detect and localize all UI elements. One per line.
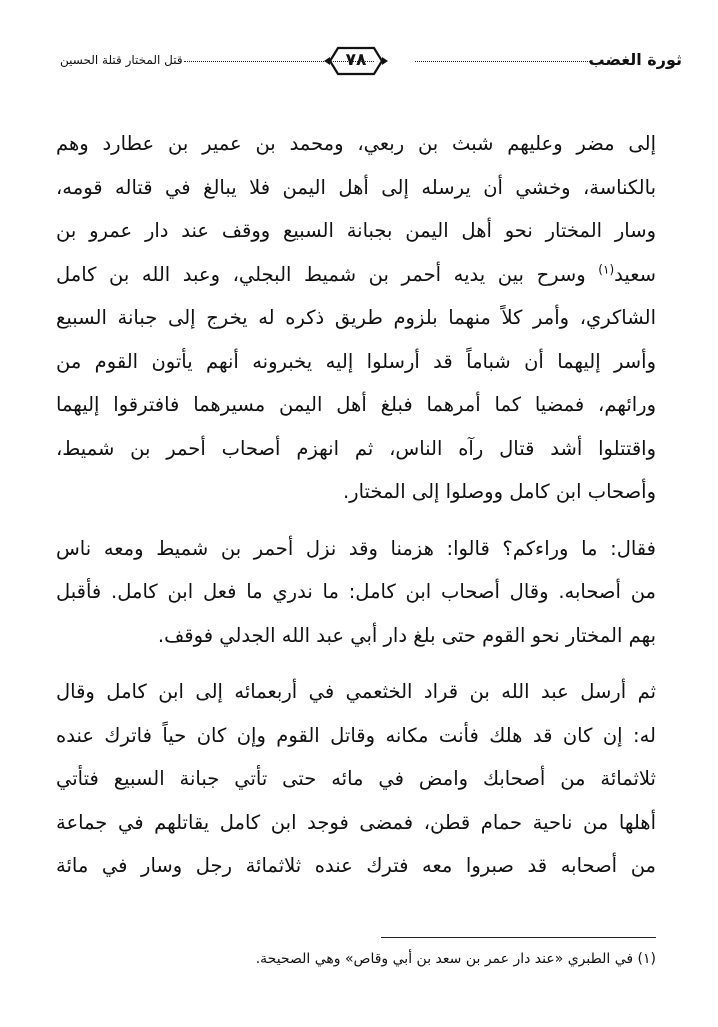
text-line: ثم أرسل عبد الله بن قراد الخثعمي في أربعمائه إلى ابن كامل وقال	[56, 680, 656, 703]
book-title: ثورة الغضب	[588, 50, 682, 69]
text-line: له: إن كان قد هلك فأنت مكانه وقاتل القوم وإن كان حياً فاترك عنده	[56, 723, 656, 747]
chapter-title: قتل المختار قتلة الحسين	[60, 53, 183, 67]
header-dotted-leader	[415, 61, 590, 62]
footnote-marker: (١)	[598, 262, 615, 276]
text-line: الشاكري، وأمر كلاً منهما بلزوم طريق ذكره له يخرج إلى جبانة السبيع	[56, 306, 656, 329]
body-text	[56, 122, 656, 901]
paragraph	[56, 122, 656, 514]
running-header	[60, 44, 682, 80]
text-line	[56, 253, 656, 297]
paragraph	[56, 670, 656, 888]
text-line: وأصحاب ابن كامل ووصلوا إلى المختار.	[342, 480, 656, 503]
text-line: وسار المختار نحو أهل اليمن بجبانة السبيع ووقف عند دار عمرو بن	[56, 219, 656, 242]
header-dotted-leader	[184, 61, 374, 62]
footnote-separator	[381, 937, 656, 938]
text-line: بهم المختار نحو القوم حتى بلغ دار أبي عبد الله الجدلي فوقف.	[157, 623, 656, 647]
text-line: أهلها من ناحية حمام قطن، فمضى فوجد ابن كامل يقاتلهم في جماعة	[56, 810, 656, 834]
text-line: من أصحابه قد صبروا معه فترك عنده ثلاثمائة رجل وسار في مائة	[56, 854, 656, 877]
text-segment: سعيد	[614, 262, 656, 286]
text-line: ورائهم، فمضيا كما أمرهما فبلغ أهل اليمن مسيرهما فافترقوا إليهما	[56, 393, 656, 416]
text-line: فقال: ما وراءكم؟ قالوا: هزمنا وقد نزل أحمر بن شميط ومعه ناس	[56, 536, 656, 560]
text-line: ثلاثمائة من أصحابك وامض في مائه حتى تأتي جبانة السبيع فتأتي	[56, 767, 656, 790]
text-line: بالكناسة، وخشي أن يرسله إلى أهل اليمن فلا يبالغ في قتاله قومه،	[56, 175, 656, 199]
text-line: من أصحابه. وقال أصحاب ابن كامل: ما ندري ما فعل ابن كامل. فأقبل	[56, 580, 656, 603]
text-segment: وسرح بين يديه أحمر بن شميط البجلي، وعبد الله بن كامل	[56, 262, 599, 286]
text-line: إلى مضر وعليهم شبث بن ربعي، ومحمد بن عمير بن عطارد وهم	[56, 132, 656, 155]
text-line: واقتتلوا أشد قتال رآه الناس، ثم انهزم أصحاب أحمر بن شميط،	[56, 436, 656, 460]
text-line: وأسر إليهما أن شباماً قد أرسلوا إليه يخبرونه أنهم يأتون القوم من	[56, 349, 656, 373]
page-number: ٧٨	[345, 50, 367, 70]
footnote: (١) في الطبري «عند دار عمر بن سعد بن أبي وقاص» وهي الصحيحة.	[255, 951, 656, 967]
paragraph	[56, 527, 656, 658]
